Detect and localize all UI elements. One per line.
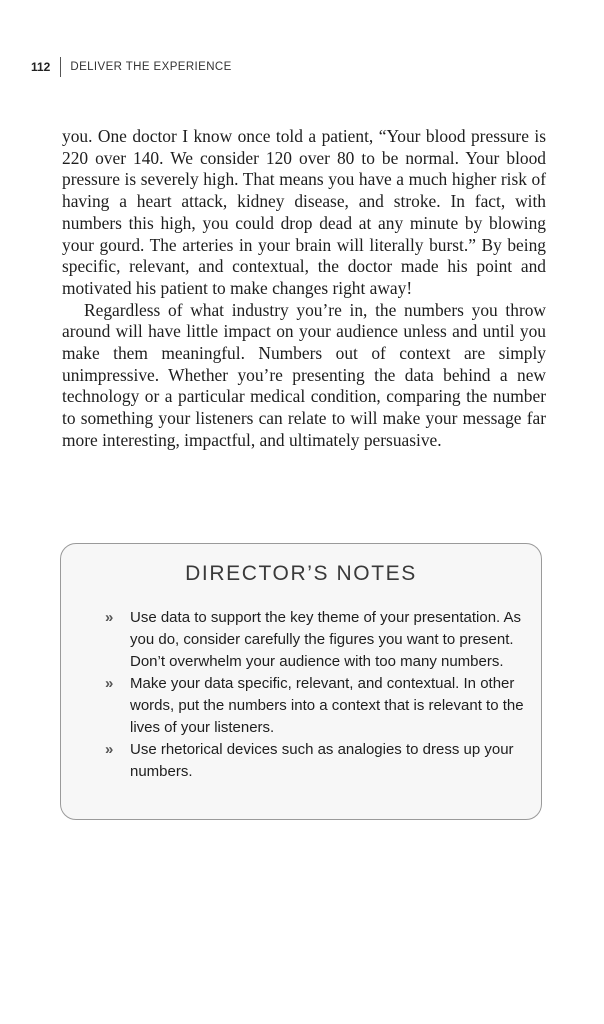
page-number: 112	[31, 60, 51, 74]
paragraph-continued: you. One doctor I know once told a patient, “Your blood pressure is 220 over 140. We consider 120 over 80 to be normal. Your blood pressure is severely high. That means you have a much higher risk of having a heart attack, kidney disease, and stroke. In fact, with numbers this high, you could drop dead at any minute by blowing your gourd. The arteries in your brain will literally burst.” By being specific, relevant, and contextual, the doctor made his point and motivated his patient to make changes right away!	[62, 126, 546, 298]
running-head	[31, 56, 232, 78]
directors-notes-title: DIRECTOR’S NOTES	[185, 562, 417, 585]
notes-item	[105, 607, 525, 673]
section-title: DELIVER THE EXPERIENCE	[70, 61, 232, 73]
bullet-chevron-icon: »	[105, 675, 114, 692]
bullet-chevron-icon: »	[105, 609, 114, 626]
notes-item-text: Make your data specific, relevant, and contextual. In other words, put the numbers into a context that is relevant to the lives of your listeners.	[130, 675, 524, 736]
header-divider	[60, 57, 61, 77]
notes-item-text: Use rhetorical devices such as analogies to dress up your numbers.	[130, 741, 514, 780]
paragraph: Regardless of what industry you’re in, the numbers you throw around will have little impact on your audience unless and until you make them meaningful. Numbers out of context are simply unimpressive. Whether you’re presenting the data behind a new technology or a particular medical condition, comparing the number to something your listeners can relate to will make your message far more interesting, impactful, and ultimately persuasive.	[62, 299, 546, 450]
bullet-chevron-icon: »	[105, 741, 114, 758]
notes-item	[105, 673, 525, 739]
body-text	[62, 126, 546, 452]
directors-notes-box	[60, 543, 542, 820]
notes-item	[105, 739, 525, 783]
directors-notes-list	[105, 607, 525, 783]
notes-item-text: Use data to support the key theme of your presentation. As you do, consider carefully the figures you want to present. Don’t overwhelm your audience with too many numbers.	[130, 609, 522, 670]
